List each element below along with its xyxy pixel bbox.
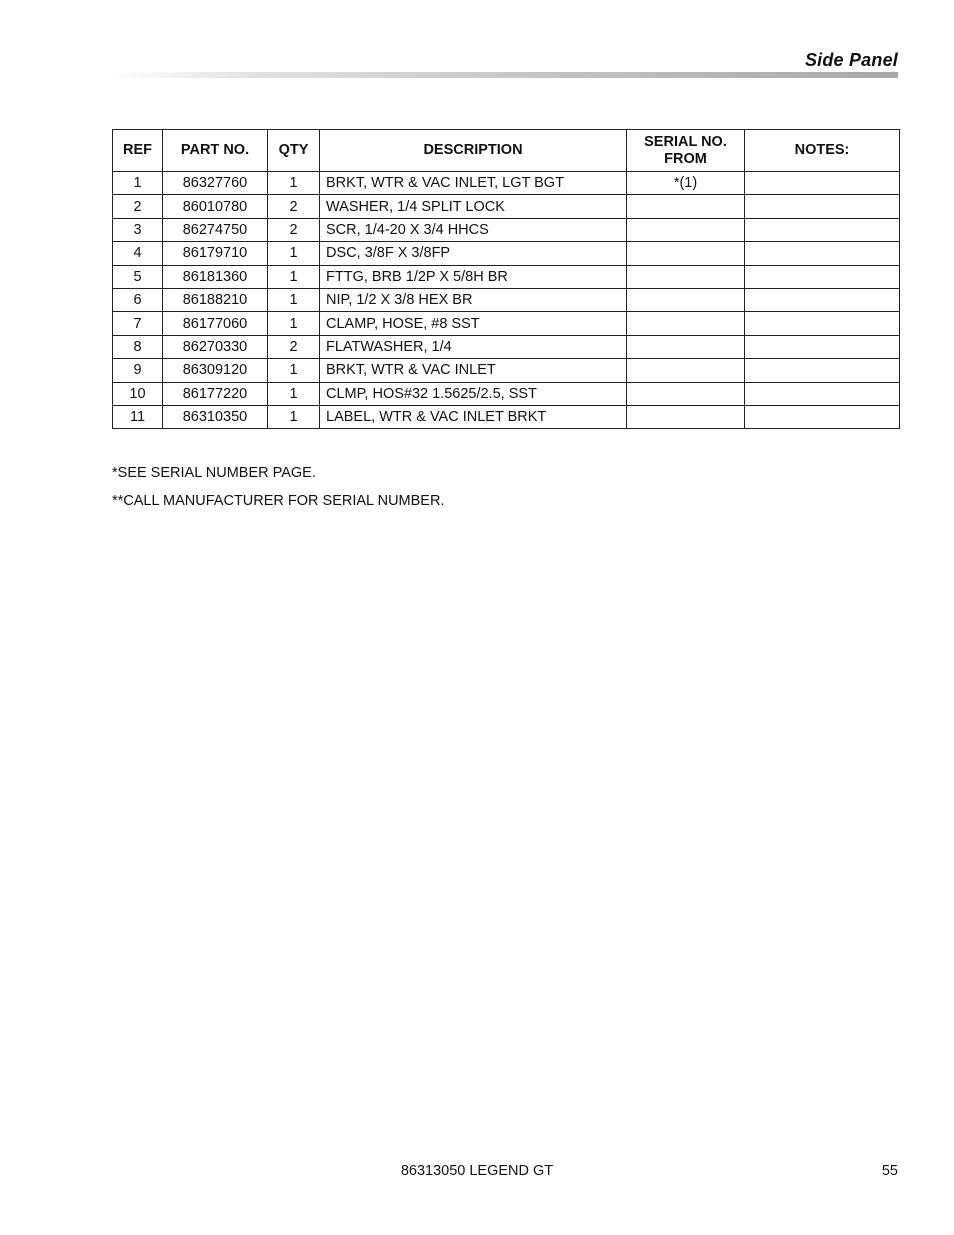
page-title: Side Panel xyxy=(804,50,898,70)
cell-serial-from xyxy=(627,335,745,358)
column-header-ref: REF xyxy=(113,130,163,172)
cell-part-no: 86177220 xyxy=(163,382,268,405)
column-header-part-no: PART NO. xyxy=(163,130,268,172)
cell-description: BRKT, WTR & VAC INLET xyxy=(320,359,627,382)
cell-notes xyxy=(745,195,900,218)
cell-description: CLAMP, HOSE, #8 SST xyxy=(320,312,627,335)
cell-notes xyxy=(745,359,900,382)
footnote-call-manufacturer: **CALL MANUFACTURER FOR SERIAL NUMBER. xyxy=(112,493,445,509)
column-header-serial-from: SERIAL NO. FROM xyxy=(627,130,745,172)
table-row xyxy=(113,265,900,288)
cell-qty: 1 xyxy=(268,312,320,335)
cell-description: FTTG, BRB 1/2P X 5/8H BR xyxy=(320,265,627,288)
cell-qty: 1 xyxy=(268,382,320,405)
parts-table-body xyxy=(113,172,900,429)
cell-ref: 10 xyxy=(113,382,163,405)
header-rule xyxy=(112,72,898,78)
cell-qty: 1 xyxy=(268,242,320,265)
cell-description: FLATWASHER, 1/4 xyxy=(320,335,627,358)
column-header-description: DESCRIPTION xyxy=(320,130,627,172)
cell-qty: 2 xyxy=(268,218,320,241)
cell-part-no: 86010780 xyxy=(163,195,268,218)
cell-part-no: 86188210 xyxy=(163,288,268,311)
cell-qty: 1 xyxy=(268,172,320,195)
cell-ref: 11 xyxy=(113,405,163,428)
cell-notes xyxy=(745,242,900,265)
cell-notes xyxy=(745,405,900,428)
cell-qty: 1 xyxy=(268,265,320,288)
cell-serial-from xyxy=(627,382,745,405)
column-header-notes: NOTES: xyxy=(745,130,900,172)
table-row xyxy=(113,242,900,265)
cell-qty: 1 xyxy=(268,359,320,382)
cell-part-no: 86327760 xyxy=(163,172,268,195)
table-row xyxy=(113,359,900,382)
cell-description: CLMP, HOS#32 1.5625/2.5, SST xyxy=(320,382,627,405)
cell-ref: 6 xyxy=(113,288,163,311)
cell-notes xyxy=(745,335,900,358)
footer-page-number: 55 xyxy=(881,1163,898,1179)
cell-serial-from xyxy=(627,242,745,265)
table-header-row xyxy=(113,130,900,172)
cell-part-no: 86270330 xyxy=(163,335,268,358)
cell-part-no: 86274750 xyxy=(163,218,268,241)
cell-ref: 4 xyxy=(113,242,163,265)
cell-part-no: 86179710 xyxy=(163,242,268,265)
cell-ref: 2 xyxy=(113,195,163,218)
footnote-serial-page: *SEE SERIAL NUMBER PAGE. xyxy=(112,465,316,481)
parts-table xyxy=(112,129,900,429)
cell-serial-from: *(1) xyxy=(627,172,745,195)
cell-qty: 2 xyxy=(268,195,320,218)
cell-notes xyxy=(745,218,900,241)
table-row xyxy=(113,288,900,311)
cell-part-no: 86310350 xyxy=(163,405,268,428)
cell-notes xyxy=(745,382,900,405)
cell-ref: 5 xyxy=(113,265,163,288)
cell-notes xyxy=(745,288,900,311)
cell-serial-from xyxy=(627,218,745,241)
table-row xyxy=(113,195,900,218)
cell-serial-from xyxy=(627,265,745,288)
cell-serial-from xyxy=(627,195,745,218)
table-row xyxy=(113,405,900,428)
cell-ref: 7 xyxy=(113,312,163,335)
cell-ref: 1 xyxy=(113,172,163,195)
cell-serial-from xyxy=(627,359,745,382)
cell-serial-from xyxy=(627,312,745,335)
footer-document-id: 86313050 LEGEND GT xyxy=(400,1163,554,1179)
cell-serial-from xyxy=(627,405,745,428)
cell-serial-from xyxy=(627,288,745,311)
cell-ref: 8 xyxy=(113,335,163,358)
cell-notes xyxy=(745,265,900,288)
table-row xyxy=(113,218,900,241)
cell-ref: 9 xyxy=(113,359,163,382)
cell-part-no: 86309120 xyxy=(163,359,268,382)
cell-description: WASHER, 1/4 SPLIT LOCK xyxy=(320,195,627,218)
cell-notes xyxy=(745,172,900,195)
cell-qty: 1 xyxy=(268,405,320,428)
column-header-qty: QTY xyxy=(268,130,320,172)
cell-description: LABEL, WTR & VAC INLET BRKT xyxy=(320,405,627,428)
table-row xyxy=(113,382,900,405)
table-row xyxy=(113,335,900,358)
cell-ref: 3 xyxy=(113,218,163,241)
cell-notes xyxy=(745,312,900,335)
cell-description: DSC, 3/8F X 3/8FP xyxy=(320,242,627,265)
cell-description: NIP, 1/2 X 3/8 HEX BR xyxy=(320,288,627,311)
cell-part-no: 86181360 xyxy=(163,265,268,288)
table-row xyxy=(113,172,900,195)
cell-part-no: 86177060 xyxy=(163,312,268,335)
cell-description: BRKT, WTR & VAC INLET, LGT BGT xyxy=(320,172,627,195)
cell-description: SCR, 1/4-20 X 3/4 HHCS xyxy=(320,218,627,241)
table-row xyxy=(113,312,900,335)
cell-qty: 2 xyxy=(268,335,320,358)
cell-qty: 1 xyxy=(268,288,320,311)
